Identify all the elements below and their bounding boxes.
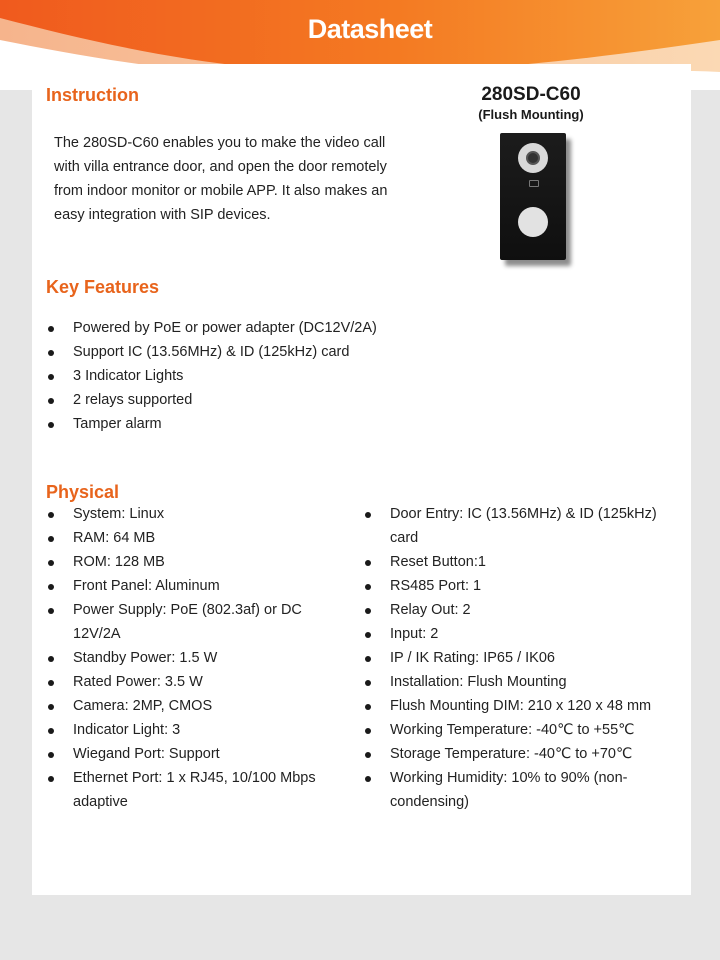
call-button-icon	[518, 207, 548, 237]
key-features-heading: Key Features	[46, 277, 160, 297]
instruction-heading: Instruction	[46, 85, 139, 105]
list-item: Relay Out: 2	[363, 598, 683, 622]
list-item: Input: 2	[363, 622, 683, 646]
list-item: Camera: 2MP, CMOS	[46, 694, 346, 718]
list-item: Storage Temperature: -40℃ to +70℃	[363, 742, 683, 766]
list-item: RS485 Port: 1	[363, 574, 683, 598]
list-item: Powered by PoE or power adapter (DC12V/2A)	[46, 316, 377, 340]
list-item: 2 relays supported	[46, 388, 377, 412]
product-subtitle: (Flush Mounting)	[478, 107, 584, 122]
physical-list-left	[46, 502, 346, 814]
list-item: Rated Power: 3.5 W	[46, 670, 346, 694]
list-item: Door Entry: IC (13.56MHz) & ID (125kHz) card	[363, 502, 683, 550]
list-item: Wiegand Port: Support	[46, 742, 346, 766]
list-item: Tamper alarm	[46, 412, 377, 436]
list-item: Standby Power: 1.5 W	[46, 646, 346, 670]
list-item: Installation: Flush Mounting	[363, 670, 683, 694]
page-title: Datasheet	[307, 14, 433, 44]
list-item: Front Panel: Aluminum	[46, 574, 346, 598]
product-name: 280SD-C60	[481, 84, 581, 105]
list-item: Flush Mounting DIM: 210 x 120 x 48 mm	[363, 694, 683, 718]
list-item: Reset Button:1	[363, 550, 683, 574]
list-item: Ethernet Port: 1 x RJ45, 10/100 Mbps adaptive	[46, 766, 346, 814]
card-reader-indicator-icon	[529, 180, 539, 187]
list-item: System: Linux	[46, 502, 346, 526]
physical-heading: Physical	[46, 482, 120, 502]
list-item: IP / IK Rating: IP65 / IK06	[363, 646, 683, 670]
product-image	[500, 133, 566, 260]
list-item: Working Humidity: 10% to 90% (non-condensing)	[363, 766, 683, 814]
camera-lens-icon	[518, 143, 548, 173]
list-item: Working Temperature: -40℃ to +55℃	[363, 718, 683, 742]
list-item: Indicator Light: 3	[46, 718, 346, 742]
list-item: RAM: 64 MB	[46, 526, 346, 550]
instruction-text: The 280SD-C60 enables you to make the video call with villa entrance door, and open the door remotely from indoor monitor or mobile APP. It also makes an easy integration with SIP devices.	[54, 135, 388, 223]
list-item: 3 Indicator Lights	[46, 364, 377, 388]
list-item: ROM: 128 MB	[46, 550, 346, 574]
physical-list-right	[363, 502, 683, 814]
key-features-list	[46, 316, 377, 436]
list-item: Power Supply: PoE (802.3af) or DC 12V/2A	[46, 598, 346, 646]
list-item: Support IC (13.56MHz) & ID (125kHz) card	[46, 340, 377, 364]
